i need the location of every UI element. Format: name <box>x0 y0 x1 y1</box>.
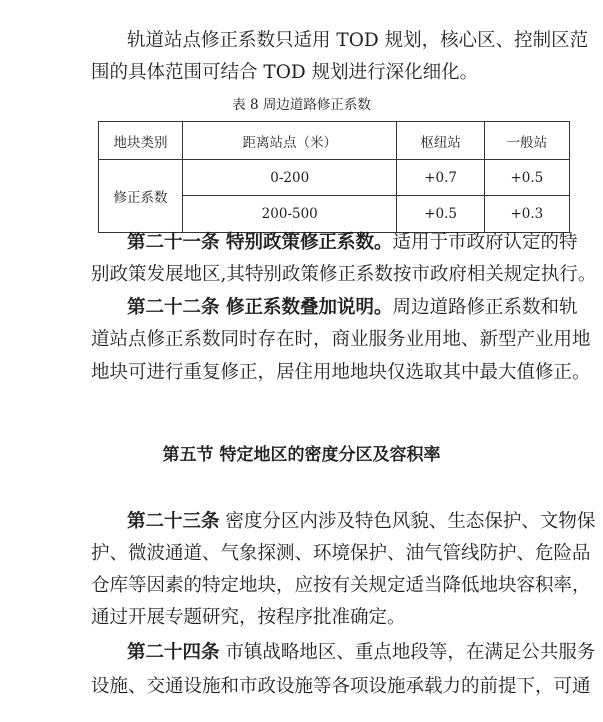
article-22-title: 第二十二条 修正系数叠加说明。 <box>127 297 393 318</box>
article-22-text: 周边道路修正系数和轨 <box>392 297 578 318</box>
section-heading: 第五节 特定地区的密度分区及容积率 <box>162 445 441 465</box>
article-23-line-3: 仓库等因素的特定地块，应按有关规定适当降低地块容积率， <box>91 575 591 596</box>
article-24-line-1 <box>127 641 595 665</box>
intro-line-2: 围的具体范围可结合 TOD 规划进行深化细化。 <box>91 62 479 83</box>
article-24-line-2: 设施、交通设施和市政设施等各项设施承载力的前提下，可通 <box>91 676 591 697</box>
table-header: 一般站 <box>484 122 569 160</box>
general-value-cell: +0.5 <box>484 160 569 196</box>
article-23-line-1 <box>127 510 595 534</box>
hub-value-cell: +0.7 <box>397 160 484 196</box>
article-21-line-1 <box>127 231 577 255</box>
table-row <box>99 160 570 196</box>
table-header: 枢纽站 <box>397 122 484 160</box>
distance-cell: 0-200 <box>182 160 397 196</box>
article-23-text: 密度分区内涉及特色风貌、生态保护、文物保 <box>219 511 596 532</box>
article-23-title: 第二十三条 <box>127 511 220 532</box>
article-23-line-4: 通过开展专题研究，按程序批准确定。 <box>91 607 406 628</box>
row-label-cell: 修正系数 <box>99 160 183 233</box>
correction-coefficient-table <box>98 121 570 233</box>
table-header-row <box>99 122 570 160</box>
article-24-text: 市镇战略地区、重点地段等，在满足公共服务 <box>219 642 596 663</box>
article-22-line-1 <box>127 296 577 320</box>
article-24-title: 第二十四条 <box>127 642 220 663</box>
article-21-text: 适用于市政府认定的特 <box>392 232 578 253</box>
table-caption: 表 8 周边道路修正系数 <box>232 97 371 113</box>
article-22-line-2: 道站点修正系数同时存在时，商业服务业用地、新型产业用地 <box>91 329 591 350</box>
article-21-title: 第二十一条 特别政策修正系数。 <box>127 232 393 253</box>
intro-line-1: 轨道站点修正系数只适用 TOD 规划，核心区、控制区范 <box>127 30 589 51</box>
table-header: 距离站点（米） <box>182 122 397 160</box>
article-22-line-3: 地块可进行重复修正，居住用地地块仅选取其中最大值修正。 <box>91 362 591 383</box>
distance-cell: 200-500 <box>182 196 397 233</box>
general-value-cell: +0.3 <box>484 196 569 233</box>
article-23-line-2: 护、微波通道、气象探测、环境保护、油气管线防护、危险品 <box>91 543 591 564</box>
hub-value-cell: +0.5 <box>397 196 484 233</box>
table-header: 地块类别 <box>99 122 183 160</box>
article-21-line-2: 别政策发展地区,其特别政策修正系数按市政府相关规定执行。 <box>91 264 597 285</box>
